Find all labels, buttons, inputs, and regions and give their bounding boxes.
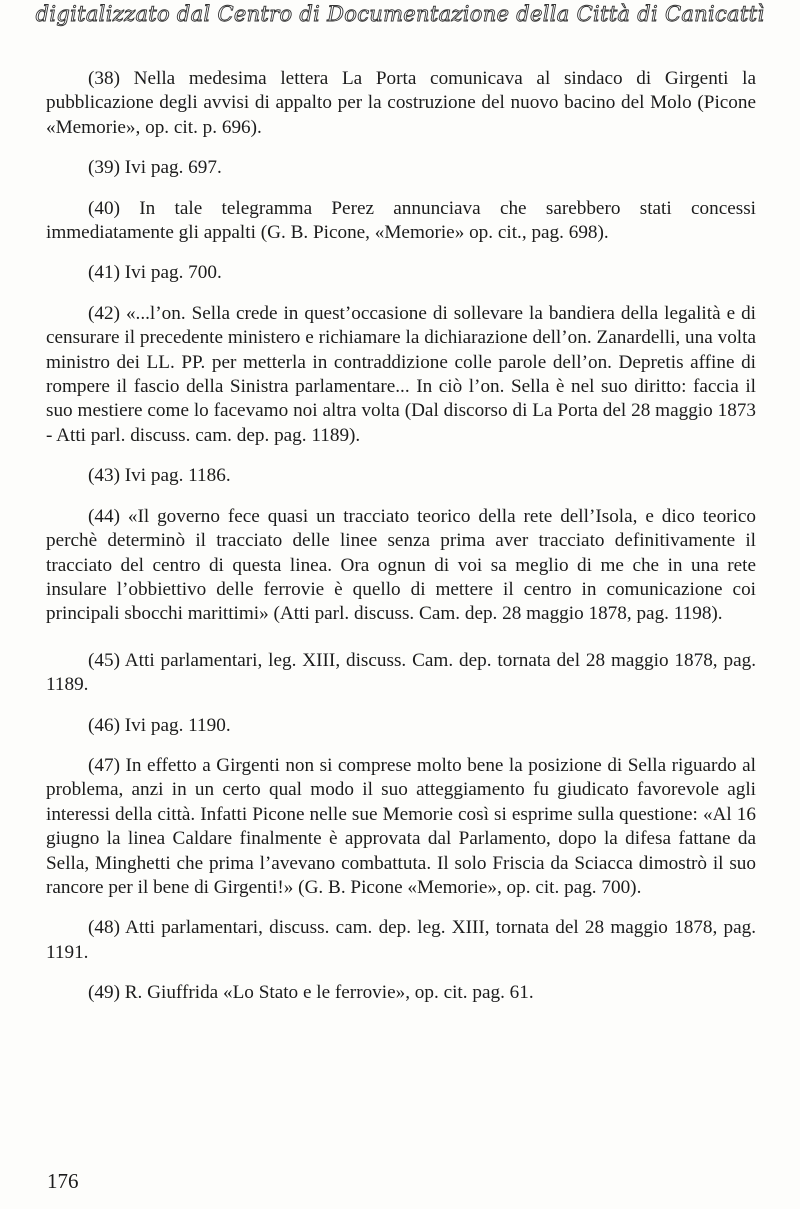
footnote-45: (45) Atti parlamentari, leg. XIII, discuss. Cam. dep. tornata del 28 maggio 1878, pag. 1189. (46, 649, 756, 696)
footnote-42: (42) «...l’on. Sella crede in quest’occasione di sollevare la bandiera della legalità e di censurare il precedente ministero e richiamare la dichiarazione dell’on. Zanardelli, una volta ministro dei LL. PP. per metterla in contraddizione colle parole dell’on. Depretis affine di rompere il fascio della Sinistra parlamentare... In ciò l’on. Sella è nel suo diritto: faccia il suo mestiere come lo facevamo noi altra volta (Dal discorso di La Porta del 28 maggio 1873 - Atti parl. discuss. cam. dep. pag. 1189). (46, 302, 756, 446)
footnote-47: (47) In effetto a Girgenti non si comprese molto bene la posizione di Sella riguardo al problema, anzi in un certo qual modo il suo atteggiamento fu giudicato favorevole agli interessi della città. Infatti Picone nelle sue Memorie così si esprime sulla questione: «Al 16 giugno la linea Caldare finalmente è approvata dal Parlamento, dopo la difesa fattane da Sella, Minghetti che prima l’avevano combattuta. Il solo Friscia da Sciacca dimostrò il suo rancore per il bene di Girgenti!» (G. B. Picone «Memorie», op. cit. pag. 700). (46, 754, 756, 898)
footnote-48: (48) Atti parlamentari, discuss. cam. dep. leg. XIII, tornata del 28 maggio 1878, pag. 1191. (46, 917, 756, 963)
footnote-38: (38) Nella medesima lettera La Porta comunicava al sindaco di Girgenti la pubblicazione degli avvisi di appalto per la costruzione del nuovo bacino del Molo (Picone «Memorie», op. cit. p. 696). (46, 68, 756, 138)
footnote-44: (44) «Il governo fece quasi un tracciato teorico della rete dell’Isola, e dico teorico perchè determinò il tracciato delle linee senza prima aver tracciato definitivamente il tracciato del centro di questa linea. Ora ognun di voi sa meglio di me che in una rete insulare l’obbiettivo delle ferrovie è quello di mettere il centro in comunicazione coi principali sbocchi marittimi» (Atti parl. discuss. Cam. dep. 28 maggio 1878, pag. 1198). (46, 505, 756, 625)
footnote-41: (41) Ivi pag. 700. (88, 262, 222, 284)
footnote-43: (43) Ivi pag. 1186. (88, 465, 231, 487)
digitization-watermark: digitalizzato dal Centro di Documentazione della Città di Canicattì (35, 2, 765, 26)
footnotes (46, 67, 756, 1022)
footnote-46: (46) Ivi pag. 1190. (88, 714, 231, 736)
footnote-49: (49) R. Giuffrida «Lo Stato e le ferrovie», op. cit. pag. 61. (88, 982, 534, 1004)
footnote-39: (39) Ivi pag. 697. (88, 157, 222, 179)
footnote-40: (40) In tale telegramma Perez annunciava che sarebbero stati concessi immediatamente gli appalti (G. B. Picone, «Memorie» op. cit., pag. 698). (46, 197, 756, 244)
page-number: 176 (47, 1169, 79, 1193)
